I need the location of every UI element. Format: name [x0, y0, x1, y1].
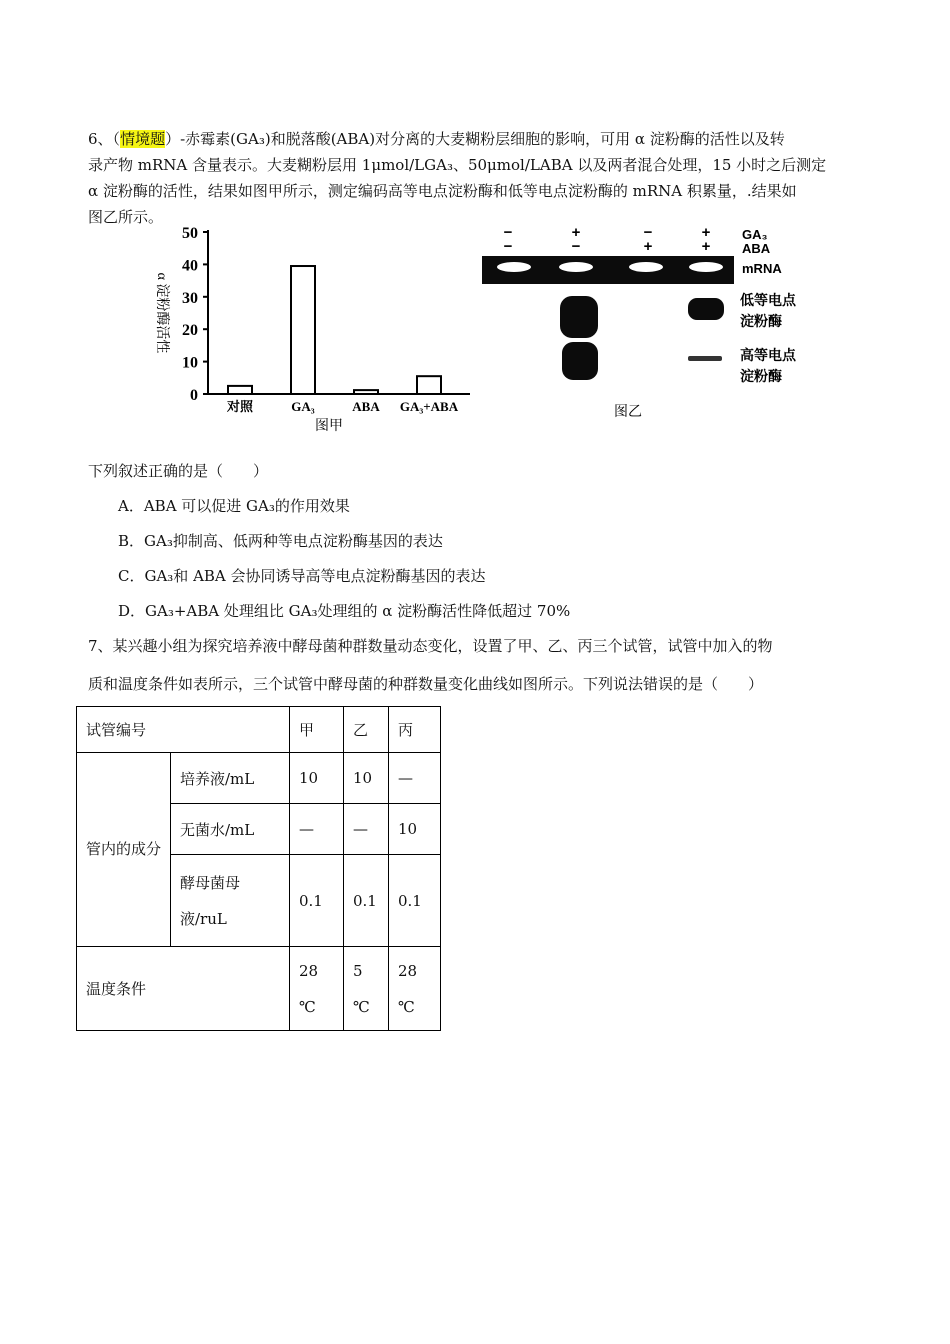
option-b[interactable]: B．GA₃抑制高、低两种等电点淀粉酶基因的表达	[118, 532, 443, 550]
y-tick-label: 0	[190, 387, 198, 404]
question-number: 6、	[88, 130, 113, 148]
option-c[interactable]: C．GA₃和 ABA 会协同诱导高等电点淀粉酶基因的表达	[118, 567, 486, 585]
x-category-label: GA₃+ABA	[399, 399, 459, 414]
temp-jia-text: 28 ℃	[299, 961, 319, 1016]
cell-medium-jia: 10	[290, 753, 344, 804]
bar-4	[417, 376, 441, 394]
aba-sign-1: −	[503, 238, 513, 255]
table-header-tube-id: 试管编号	[77, 707, 290, 753]
cell-temp-yi	[344, 947, 389, 1031]
cell-water-jia: —	[290, 804, 344, 855]
q6-line1-text: -赤霉素(GA₃)和脱落酸(ABA)对分离的大麦糊粉层细胞的影响，可用 α 淀粉酶的活性以及转	[180, 130, 785, 148]
temp-yi-text: 5 ℃	[353, 961, 370, 1016]
yeast-label-text: 酵母菌母液/ruL	[180, 873, 241, 928]
cell-medium-yi: 10	[344, 753, 389, 804]
q6-line3: α 淀粉酶的活性，结果如图甲所示，测定编码高等电点淀粉酶和低等电点淀粉酶的 mRNA 积累量，.结果如	[88, 182, 797, 200]
table-group-label	[77, 753, 171, 947]
high-pi-band-ga3	[562, 342, 598, 380]
x-category-label: GA₃	[291, 399, 315, 414]
cell-yeast-yi: 0.1	[344, 855, 389, 947]
cell-temp-jia	[290, 947, 344, 1031]
q6-line4: 图乙所示。	[88, 208, 164, 226]
temp-bing-text: 28 ℃	[398, 961, 418, 1016]
situation-tag: 情境题	[120, 130, 166, 148]
row-name-yeast	[171, 855, 290, 947]
ga3-sign-2: +	[571, 224, 581, 241]
bar-3	[354, 390, 378, 394]
ga3-row-label: GA₃	[742, 227, 768, 242]
q7-line2: 质和温度条件如表所示，三个试管中酵母菌的种群数量变化曲线如图所示。下列说法错误的是（ ）	[88, 675, 764, 693]
open-paren: （	[112, 130, 121, 148]
aba-sign-2: −	[571, 238, 581, 255]
y-axis-label: α 淀粉酶活性	[154, 272, 169, 354]
low-pi-band-ga3-aba	[688, 298, 724, 320]
q6-line2: 录产物 mRNA 含量表示。大麦糊粉层用 1μmol/LGA₃、50μmol/LABA 以及两者混合处理，15 小时之后测定	[88, 156, 827, 174]
bar-1	[228, 386, 252, 394]
table-col-jia: 甲	[290, 707, 344, 753]
mrna-label: mRNA	[742, 261, 782, 276]
close-paren: ）	[165, 130, 181, 148]
ga3-sign-4: +	[701, 224, 711, 241]
figure-yi-gel	[476, 222, 826, 422]
cell-water-yi: —	[344, 804, 389, 855]
x-category-label: 对照	[226, 399, 254, 414]
aba-row-label: ABA	[742, 241, 771, 256]
group-label-text: 管内的成分	[86, 840, 162, 858]
high-pi-label-1: 高等电点	[740, 347, 796, 363]
row-name-water: 无菌水/mL	[171, 804, 290, 855]
figure-yi-caption: 图乙	[614, 403, 642, 419]
y-tick-label: 50	[182, 225, 198, 242]
row-name-temperature: 温度条件	[77, 947, 290, 1031]
aba-sign-3: +	[643, 238, 653, 255]
bar-2	[291, 266, 315, 394]
high-pi-label-2: 淀粉酶	[740, 368, 782, 384]
aba-sign-4: +	[701, 238, 711, 255]
y-tick-label: 30	[182, 289, 198, 307]
cell-yeast-bing: 0.1	[389, 855, 441, 947]
low-pi-label-1: 低等电点	[740, 292, 796, 308]
y-tick-label: 40	[182, 257, 198, 275]
table-col-yi: 乙	[344, 707, 389, 753]
cell-water-bing: 10	[389, 804, 441, 855]
mrna-band-3	[629, 262, 663, 272]
option-d[interactable]: D．GA₃+ABA 处理组比 GA₃处理组的 α 淀粉酶活性降低超过 70%	[118, 602, 571, 620]
q7-table	[76, 706, 441, 1031]
y-tick-label: 20	[182, 322, 198, 340]
table-col-bing: 丙	[389, 707, 441, 753]
ga3-sign-3: −	[643, 224, 653, 241]
q6-stem	[88, 126, 868, 230]
q6-question: 下列叙述正确的是（ ）	[88, 462, 269, 480]
figure-jia-bar-chart	[140, 220, 480, 440]
row-name-medium: 培养液/mL	[171, 753, 290, 804]
cell-temp-bing	[389, 947, 441, 1031]
mrna-band-2	[559, 262, 593, 272]
low-pi-label-2: 淀粉酶	[740, 313, 782, 329]
option-a[interactable]: A．ABA 可以促进 GA₃的作用效果	[118, 497, 350, 515]
mrna-band-1	[497, 262, 531, 272]
cell-medium-bing: —	[389, 753, 441, 804]
y-tick-label: 10	[182, 354, 198, 372]
chart-title: 图甲	[315, 419, 343, 434]
cell-yeast-jia: 0.1	[290, 855, 344, 947]
x-category-label: ABA	[352, 399, 380, 414]
ga3-sign-1: −	[503, 224, 513, 241]
low-pi-band-ga3	[560, 296, 598, 338]
mrna-band-4	[689, 262, 723, 272]
high-pi-band-ga3-aba	[688, 356, 722, 361]
q7-line1: 7、某兴趣小组为探究培养液中酵母菌种群数量动态变化，设置了甲、乙、丙三个试管，试管中加入的物	[88, 637, 773, 655]
q6-line1	[88, 126, 868, 152]
